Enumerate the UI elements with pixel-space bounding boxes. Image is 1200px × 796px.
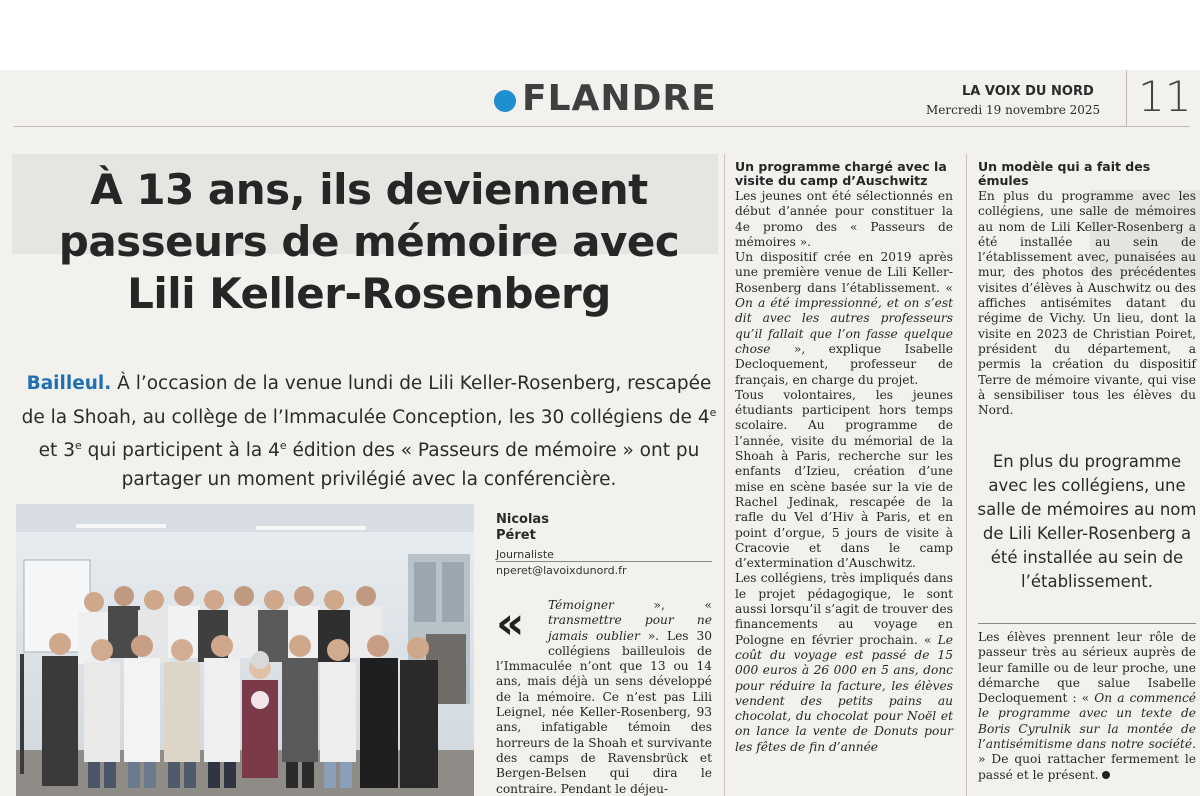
lead-text: édition des « Passeurs de mémoire » ont pu partager un moment privilégié avec la conférencière.: [121, 440, 700, 490]
superscript: e: [709, 405, 717, 419]
lead-paragraph: [14, 370, 724, 494]
lead-text: qui participent à la 4: [81, 440, 280, 462]
column-divider: [724, 154, 725, 796]
subheading: Un programme chargé avec la visite du camp d’Auschwitz: [735, 159, 947, 188]
newspaper-page: [0, 70, 1200, 796]
italic-text: Le coût du voyage est passé de 15 000 euros à 26 000 en 5 ans, donc pour réduire la facture, les élèves vendent des petits pains au chocolat, du chocolat pour Noël et on lance la vente de Donuts pour les fêtes de fin d’année: [735, 632, 953, 754]
headline-line: passeurs de mémoire avec: [58, 217, 680, 266]
author-first-name: Nicolas: [496, 512, 549, 527]
italic-text: On a été impressionné, et on s’est dit avec les autres professeurs qu’il fallait que l’on fasse quelque chose: [735, 296, 953, 356]
body-text: » De quoi rattacher fermement le passé et le présent.: [978, 752, 1196, 782]
headline-line: Lili Keller-Rosenberg: [127, 269, 611, 318]
italic-text: On a commencé le programme avec un texte de Boris Cyrulnik sur la montée de l’antisémitisme dans notre société.: [978, 691, 1196, 752]
body-paragraph: Les jeunes ont été sélectionnés en début d’année pour constituer la 4e promo des « Passeurs de mémoires ».: [735, 189, 953, 249]
body-paragraph: Tous volontaires, les jeunes étudiants participent hors temps scolaire. Au programme de l’année, visite du mémorial de la Shoah à Paris, recherche sur les enfants d’Izieu, création d’une mise en scène basée sur la vie de Rachel Jedinak, rescapée de la rafle du Vel d’Hiv à Paris, et en point d’orgue, 5 jours de visite à Cracovie et dans le camp d’extermination d’Auschwitz.: [735, 387, 953, 571]
superscript: e: [74, 439, 82, 453]
author-role: Journaliste: [496, 548, 554, 561]
body-text: », «: [613, 598, 712, 612]
article-column-1: [496, 598, 712, 796]
page-number: 11: [1138, 72, 1192, 121]
header-divider: [1126, 70, 1127, 126]
subheading: Un modèle qui a fait des émules: [978, 159, 1151, 188]
author-email: nperet@lavoixdunord.fr: [496, 564, 627, 577]
group-photo: [16, 504, 474, 796]
body-text: », explique Isabelle Decloquement, professeur de français, en charge du projet.: [735, 341, 953, 387]
body-text: ». Les 30 collégiens bailleulois de l’Immaculée n’ont que 13 ou 14 ans, mais déjà un sens développé de la mémoire. Ce n’est pas Lili Leignel, née Keller-Rosenberg, 93 ans, infatigable témoin des horreurs de la Shoah et survivante des camps de Ravensbrück et Bergen-Belsen qui dira le contraire. Pendant le déjeu-: [496, 628, 712, 796]
body-paragraph: [735, 250, 953, 388]
author-last-name: Péret: [496, 528, 536, 543]
headline: [14, 164, 724, 320]
end-of-article-icon: [1102, 771, 1110, 779]
pull-quote-rule: [978, 623, 1196, 624]
opening-quote-icon: «: [496, 598, 525, 649]
byline-rule: [496, 561, 712, 562]
group-photo-image: [16, 504, 474, 796]
article-column-3: [978, 160, 1196, 418]
article-column-3-continued: [978, 630, 1196, 783]
body-paragraph: [978, 630, 1196, 783]
headline-line: À 13 ans, ils deviennent: [90, 165, 648, 214]
article-column-2: [735, 160, 953, 755]
issue-date: Mercredi 19 novembre 2025: [926, 103, 1101, 117]
pull-quote: En plus du programme avec les collégiens, une salle de mémoires au nom de Lili Keller-Rosenberg a été installée au sein de l’établissement.: [977, 452, 1197, 591]
lead-text: et 3: [38, 440, 75, 462]
column-divider: [966, 154, 967, 796]
italic-text: Témoigner: [548, 598, 614, 612]
header-rule: [14, 126, 1190, 127]
body-text: Les élèves prennent leur rôle de passeur très au sérieux auprès de leur famille ou de leur proche, une démarche que salue Isabelle Decloquement : «: [978, 630, 1196, 706]
newspaper-name: LA VOIX DU NORD: [962, 84, 1094, 99]
body-text: Un dispositif crée en 2019 après une première venue de Lili Keller-Rosenberg dans l’établissement. «: [735, 250, 953, 295]
section-title: FLANDRE: [522, 78, 717, 119]
italic-text: transmettre pour ne jamais oublier: [548, 613, 712, 643]
body-paragraph: [735, 571, 953, 755]
lead-city: Bailleul.: [26, 373, 112, 394]
body-paragraph: En plus du programme avec les collégiens, une salle de mémoires au nom de Lili Keller-Rosenberg a été installée au sein de l’établissement avec, punaisées au mur, des photos des précédentes visites d’élèves à Auschwitz ou des affiches antisémites datant du régime de Vichy. Un lieu, dont la visite en 2023 de Christian Poiret, président du département, a permis la création du dispositif Terre de mémoire vivante, qui vise à sensibiliser tous les élèves du Nord.: [978, 189, 1196, 418]
superscript: e: [279, 439, 287, 453]
lead-text: À l’occasion de la venue lundi de Lili Keller-Rosenberg, rescapée de la Shoah, au collège de l’Immaculée Conception, les 30 collégiens de 4: [21, 373, 712, 428]
section-dot-icon: [494, 90, 516, 112]
author-name: [496, 512, 549, 544]
body-text: Les collégiens, très impliqués dans le projet pédagogique, le sont aussi lorsqu’il s’agit de trouver des financements au voyage en Pologne en février prochain. «: [735, 571, 953, 647]
